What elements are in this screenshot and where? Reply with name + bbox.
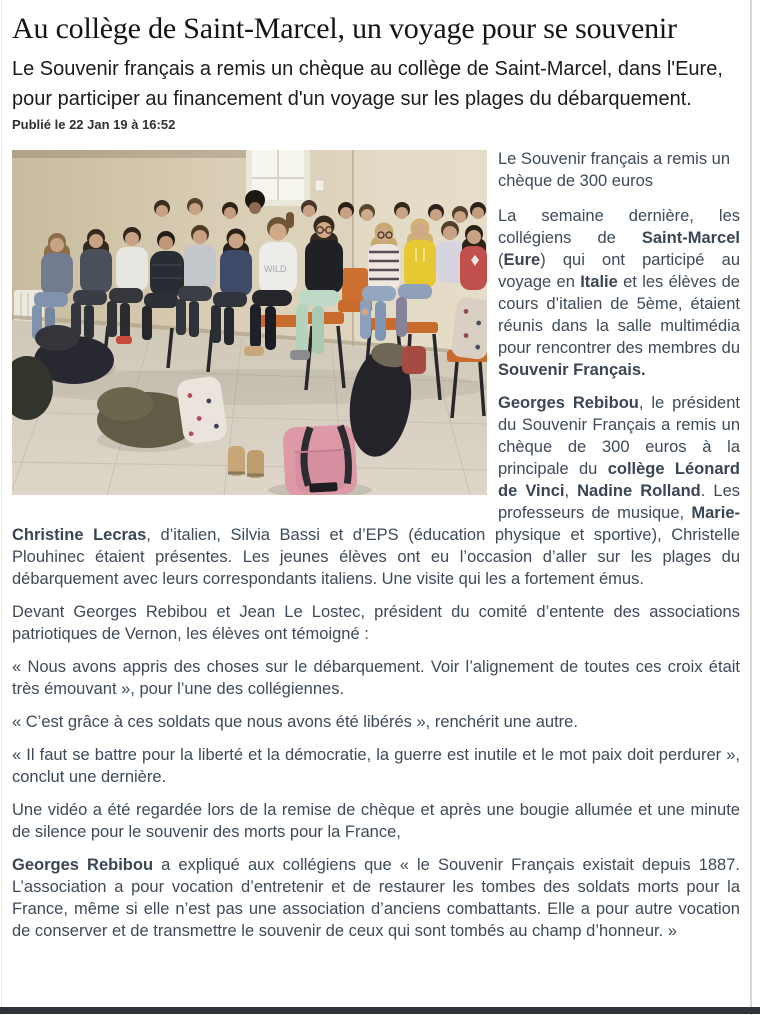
article-paragraph: « Nous avons appris des choses sur le débarquement. Voir l’alignement de toutes ces croix était très émouvant », pour l’une des collégiennes.: [12, 658, 740, 698]
article-body: [12, 148, 740, 942]
article-paragraph: Georges Rebibou a expliqué aux collégiens que « le Souvenir Français existait depuis 1887. L’association a pour vocation d’entretenir et de restaurer les tombes des soldats morts pour la France, même si elle n’est pas une association d’anciens combattants. Elle a pour autre vocation de conserver et de transmettre le souvenir de ceux qui sont tombés au champ d’honneur. »: [12, 856, 740, 940]
page-right-border: [750, 0, 752, 1015]
photo-caption: Le Souvenir français a remis un chèque de 300 euros: [498, 150, 731, 190]
classroom-photo-illustration: [12, 150, 487, 495]
article-paragraph: Une vidéo a été regardée lors de la remise de chèque et après une bougie allumée et une minute de silence pour le souvenir des morts pour la France,: [12, 801, 740, 841]
article-photo: [12, 150, 487, 495]
article-subtitle: Le Souvenir français a remis un chèque au collège de Saint-Marcel, dans l'Eure, pour participer au financement d'un voyage sur les plages du débarquement.: [12, 58, 723, 110]
page-title: Au collège de Saint-Marcel, un voyage pour se souvenir: [12, 12, 677, 45]
bottom-bar: [0, 1007, 760, 1014]
page-left-border: [1, 0, 2, 1015]
article-paragraph: La semaine dernière, les collégiens de Saint-Marcel (Eure) qui ont participé au voyage en Italie et les élèves de cours d’italien de 5ème, étaient réunis dans la salle multimédia pour rencontrer des membres du Souvenir Français.: [498, 207, 740, 379]
article-paragraph: Georges Rebibou, le président du Souvenir Français a remis un chèque de 300 euros à la principale du collège Léonard de Vinci, Nadine Rolland. Les professeurs de musique, Marie-Christine Lecras, d’italien, Silvia Bassi et d’EPS (éducation physique et sportive), Christelle Plouhinec étaient présentes. Les jeunes élèves ont eu l’occasion d’aller sur les plages du débarquement avec leurs correspondants italiens. Une visite qui les a fortement émus.: [12, 394, 741, 588]
article-paragraph: « Il faut se battre pour la liberté et la démocratie, la guerre est inutile et le mot paix doit perdurer », conclut une dernière.: [12, 746, 740, 786]
published-date: Publié le 22 Jan 19 à 16:52: [12, 117, 176, 132]
article-paragraph: « C’est grâce à ces soldats que nous avons été libérés », renchérit une autre.: [12, 713, 578, 731]
photo-shirt-text: WILD: [264, 264, 287, 274]
article-paragraph: Devant Georges Rebibou et Jean Le Lostec, président du comité d’entente des associations patriotiques de Vernon, les élèves ont témoigné :: [12, 603, 740, 643]
